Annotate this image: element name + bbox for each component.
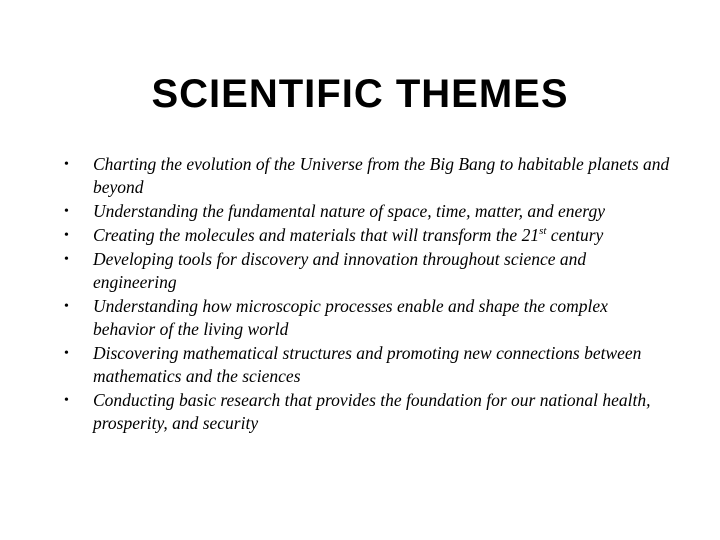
bullet-dot-icon: • [64, 157, 69, 172]
bullet-item [64, 200, 674, 223]
bullet-text: Developing tools for discovery and innovation throughout science and engineering [93, 249, 587, 292]
bullet-text: Understanding how microscopic processes enable and shape the complex behavior of the living world [93, 296, 608, 339]
bullet-text: Understanding the fundamental nature of space, time, matter, and energy [93, 201, 605, 221]
bullet-text-continued: century [546, 225, 604, 245]
bullet-item [64, 295, 674, 341]
bullet-text: Discovering mathematical structures and promoting new connections between mathematics and the sciences [93, 343, 642, 386]
bullet-item [64, 224, 674, 247]
bullet-item [64, 389, 674, 435]
bullet-item [64, 248, 674, 294]
bullet-superscript: st [539, 225, 547, 237]
bullet-dot-icon: • [64, 252, 69, 267]
bullet-dot-icon: • [64, 346, 69, 361]
bullet-dot-icon: • [64, 393, 69, 408]
bullet-dot-icon: • [64, 228, 69, 243]
bullet-list [64, 153, 674, 436]
bullet-dot-icon: • [64, 299, 69, 314]
bullet-item [64, 153, 674, 199]
bullet-text: Charting the evolution of the Universe from the Big Bang to habitable planets and beyond [93, 154, 670, 197]
bullet-item [64, 342, 674, 388]
bullet-text: Creating the molecules and materials that will transform the 21 [93, 225, 540, 245]
bullet-dot-icon: • [64, 204, 69, 219]
slide-title: SCIENTIFIC THEMES [151, 72, 569, 116]
bullet-text: Conducting basic research that provides the foundation for our national health, prosperity, and security [93, 390, 651, 433]
